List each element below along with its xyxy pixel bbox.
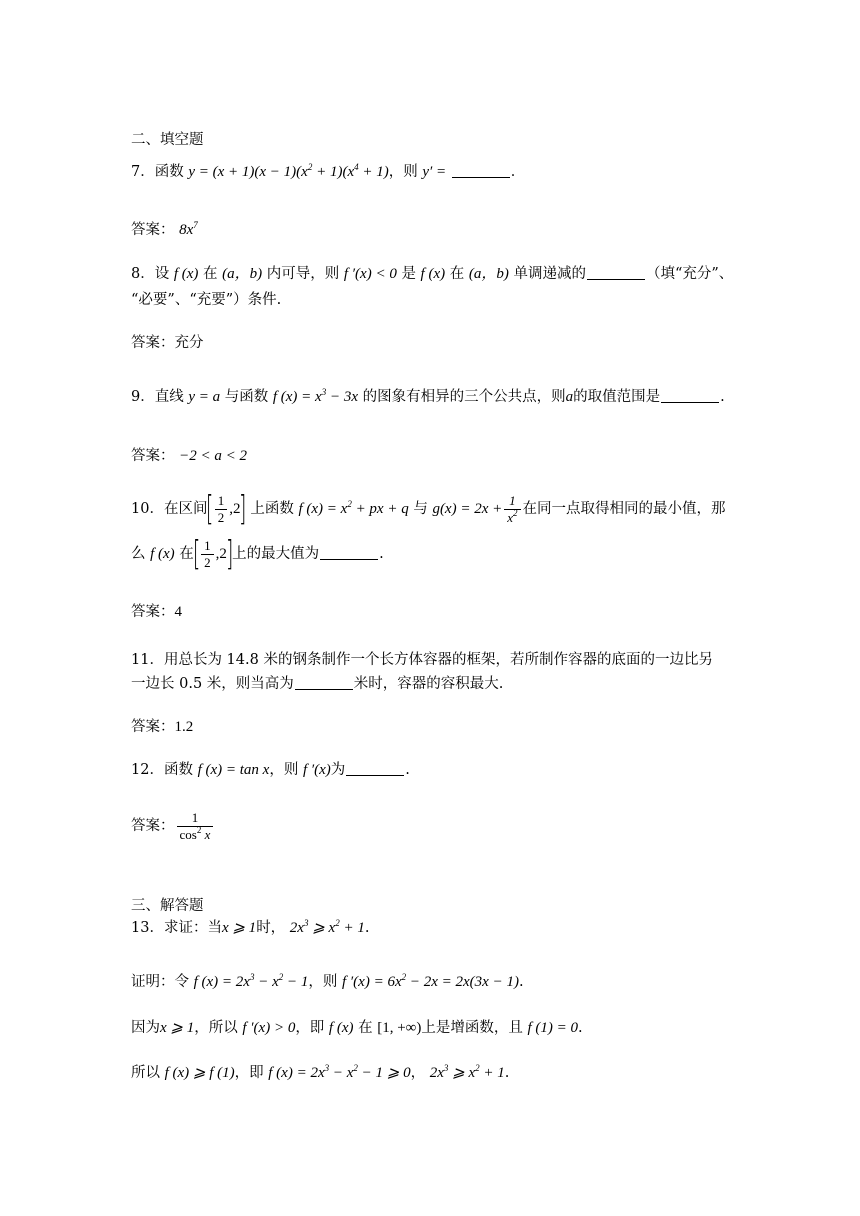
answer-7: 答案： $8x^7$ bbox=[131, 220, 198, 238]
answer-blank bbox=[295, 675, 353, 690]
question-12: 12．函数 f (x) = tan x，则 f ′(x)为 . bbox=[131, 762, 410, 778]
answer-11: 答案：1.2 bbox=[131, 719, 194, 735]
answer-8: 答案：充分 bbox=[131, 335, 204, 351]
answer-12: 答案： $\frac{1}{\cos^2 x}$ bbox=[131, 806, 215, 846]
answer-blank bbox=[661, 388, 719, 403]
proof-line-2: 因为x ⩾ 1，所以 f ′(x) > 0，即 f (x) 在 [1, +∞)上是增函数，且 f (1) = 0. bbox=[131, 1020, 583, 1036]
question-11: 11．用总长为 14.8 米的钢条制作一个长方体容器的框架，若所制作容器的底面的一边比另 bbox=[131, 652, 713, 668]
answer-blank bbox=[320, 545, 378, 560]
answer-10: 答案：4 bbox=[131, 604, 182, 620]
question-10-line-2: 么 f (x) 在[ $\frac{1}{2}$ ,2]上的最大值为 . bbox=[131, 534, 384, 574]
section-heading-solve: 三、解答题 bbox=[131, 898, 204, 914]
proof-line-1: 证明：令 f $(x) = 2x^3 - x^2 - 1$，则 f $'(x) = 6x^2 - 2x = 2x(3x - 1)$. bbox=[131, 972, 524, 990]
section-heading-fill-in: 二、填空题 bbox=[131, 132, 204, 148]
answer-blank bbox=[452, 163, 510, 178]
answer-blank bbox=[587, 265, 645, 280]
question-7: 7．函数 $y = (x + 1)(x - 1)(x^2 + 1)(x^4 + 1)$，则 y′ = ． bbox=[131, 162, 526, 180]
question-8: 8．设 f (x) 在 (a，b) 内可导，则 f ′(x) < 0 是 f (x) 在 (a，b) 单调递减的 （填“充分”、 bbox=[131, 266, 734, 282]
question-11-line-2: 一边长 0.5 米，则当高为 米时，容器的容积最大. bbox=[131, 676, 504, 692]
answer-blank bbox=[346, 761, 404, 776]
proof-line-3: 所以 f (x) ⩾ f (1)，即 f $(x) = 2x^3 - x^2 - 1$ ⩾ 0， $2x^3$ ⩾ $x^2 + 1$. bbox=[131, 1063, 510, 1081]
question-10: 10．在区间[ $\frac{1}{2}$ ,2] 上函数 f $(x) = x^2$ + px + q 与 g(x) = 2x + $\frac{1}{x^2}$ 在同一点取得相同的最小值，那 bbox=[131, 489, 726, 529]
math-expr: $y = (x + 1)(x - 1)(x^2 + 1)(x^4 + 1)$ bbox=[188, 162, 389, 180]
question-8-line-2: “必要”、“充要”）条件. bbox=[131, 292, 282, 308]
question-9: 9．直线 y = a 与函数 f $(x) = x^3 - 3x$ 的图象有相异的三个公共点，则a的取值范围是 . bbox=[131, 387, 725, 405]
question-13: 13．求证：当x ⩾ 1时， $2x^3$ ⩾ $x^2 + 1$. bbox=[131, 918, 370, 936]
answer-9: 答案： −2 < a < 2 bbox=[131, 448, 247, 464]
